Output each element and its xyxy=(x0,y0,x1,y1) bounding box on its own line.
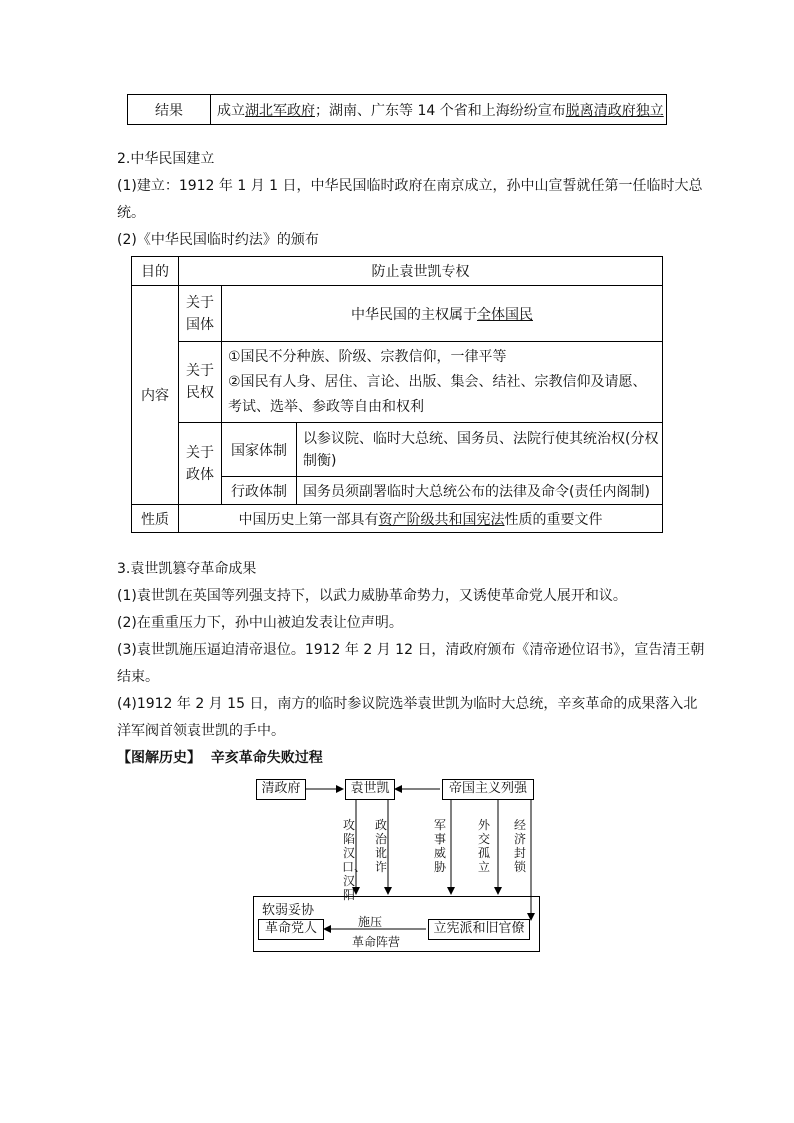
diagram-caption: 【图解历史】 辛亥革命失败过程 xyxy=(117,750,323,766)
section2-p2: (2)《中华民国临时约法》的颁布 xyxy=(117,232,319,248)
node-revolutionaries: 革命党人 xyxy=(258,919,324,940)
node-qing-government: 清政府 xyxy=(256,779,306,800)
xingzheng-value: 国务员须副署临时大总统公布的法律及命令(责任内阁制) xyxy=(297,477,663,505)
camp-label: 革命阵营 xyxy=(352,935,401,949)
section2-p1-line1: (1)建立：1912 年 1 月 1 日，中华民国临时政府在南京成立，孙中山宣誓就任第一任临时大总 xyxy=(117,178,703,194)
result-label: 结果 xyxy=(128,95,211,125)
guoti-value: 中华民国的主权属于全体国民 xyxy=(222,286,663,342)
label-diplomatic-isolation: 外交孤立 xyxy=(477,818,490,874)
section3-p3-line1: (3)袁世凯施压逼迫清帝退位。1912 年 2 月 12 日，清政府颁布《清帝逊位诏书》，宣告清王朝 xyxy=(117,642,705,658)
node-imperial-powers: 帝国主义列强 xyxy=(442,779,534,800)
label-attack-hankou-hanyang: 攻陷汉口、汉阳 xyxy=(342,818,367,902)
nature-label: 性质 xyxy=(132,505,179,533)
xingzheng-label: 行政体制 xyxy=(222,477,297,505)
section3-p4-line1: (4)1912 年 2 月 15 日，南方的临时参议院选举袁世凯为临时大总统，辛亥革命的成果落入北 xyxy=(117,696,698,712)
result-part-0: 成立 xyxy=(217,102,245,119)
section2-p1-line2: 统。 xyxy=(117,205,145,221)
result-part-3: 脱离清政府独立 xyxy=(565,102,664,119)
guoti-label: 关于 国体 xyxy=(179,286,222,342)
camp-weak-label: 软弱妥协 xyxy=(262,903,315,918)
label-political-extortion: 政治讹诈 xyxy=(374,818,387,874)
label-economic-blockade: 经济封锁 xyxy=(513,818,526,874)
section3-p4-line2: 洋军阀首领袁世凯的手中。 xyxy=(117,723,285,739)
section2-heading: 2.中华民国建立 xyxy=(117,151,215,167)
minquan-value: ①国民不分种族、阶级、宗教信仰，一律平等 ②国民有人身、居住、言论、出版、集会、结社、宗教信仰及请愿、 考试、选举、参政等自由和权利 xyxy=(222,342,663,423)
node-constitutionalists-old-bureaucrats: 立宪派和旧官僚 xyxy=(428,919,530,940)
label-military-threat: 军事威胁 xyxy=(433,818,446,874)
content-label: 内容 xyxy=(132,286,179,505)
section3-p3-line2: 结束。 xyxy=(117,669,159,685)
result-part-1: 湖北军政府 xyxy=(245,102,315,119)
section3-p1: (1)袁世凯在英国等列强支持下，以武力威胁革命势力，又诱使革命党人展开和议。 xyxy=(117,588,627,604)
label-pressure: 施压 xyxy=(358,915,383,929)
purpose-value: 防止袁世凯专权 xyxy=(179,257,663,286)
guojia-label: 国家体制 xyxy=(222,423,297,477)
section3-p2: (2)在重重压力下，孙中山被迫发表让位声明。 xyxy=(117,615,403,631)
zhengti-label: 关于 政体 xyxy=(179,423,222,505)
minquan-label: 关于 民权 xyxy=(179,342,222,423)
section3-heading: 3.袁世凯篡夺革命成果 xyxy=(117,561,257,577)
node-yuan-shikai: 袁世凯 xyxy=(345,779,395,800)
purpose-label: 目的 xyxy=(132,257,179,286)
result-part-2: ；湖南、广东等 14 个省和上海纷纷宣布 xyxy=(315,102,566,119)
guojia-value: 以参议院、临时大总统、国务员、法院行使其统治权(分权 制衡) xyxy=(297,423,663,477)
nature-value: 中国历史上第一部具有资产阶级共和国宪法性质的重要文件 xyxy=(179,505,663,533)
